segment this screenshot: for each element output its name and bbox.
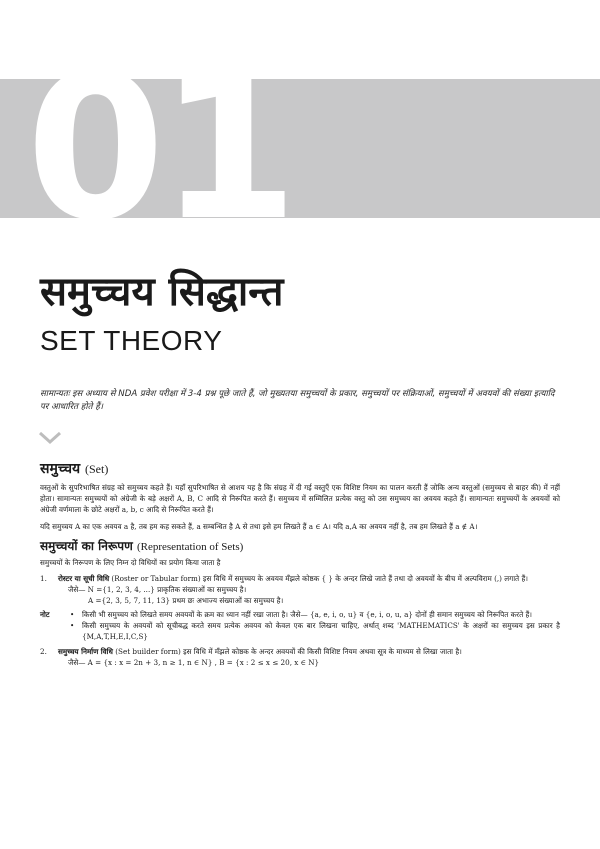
note-text: किसी भी समुच्चय को लिखते समय अवयवों के क्रम का ध्यान नहीं रखा जाता है। जैसे— {a, e, i, o, u} व {e, i, o, u, a} दोनों ही समान समुच्चय को निरूपित करते हैं।: [82, 609, 533, 619]
note-item: [70, 609, 560, 620]
set-membership-paragraph: यदि समुच्चय A का एक अवयव a है, तब हम कह सकते हैं, a सम्बन्धित है A से तथा इसे हम लिखते हैं a ∈ A। यदि a,A का अवयव नहीं है, तब हम लिखते हैं a ∉ A।: [40, 521, 478, 531]
section-heading-hindi: समुच्चय: [40, 461, 81, 477]
list-text: [58, 646, 560, 657]
method-title: रोस्टर या सूची विधि: [58, 574, 110, 584]
method-description: (Roster or Tabular form) इस विधि में समुच्चय के अवयव मँझले कोष्ठक { } के अन्दर लिखे जाते हैं तथा दो अवयवों के बीच में अल्पविराम (,) लगाते हैं।: [109, 574, 528, 584]
chapter-title-english: SET THEORY: [40, 325, 223, 356]
chapter-intro: सामान्यतः इस अध्याय से NDA प्रवेश परीक्षा में 3-4 प्रश्न पूछे जाते हैं, जो मुख्यतया समुच्चयों के प्रकार, समुच्चयों पर संक्रियाओं, समुच्चयों में अवयवों की संख्या इत्यादि पर आधारित होते हैं।: [40, 389, 555, 412]
section-heading-hindi: समुच्चयों का निरूपण: [40, 538, 133, 553]
section-heading-english: (Representation of Sets): [136, 540, 244, 553]
method-title: समुच्चय निर्माण विधि: [58, 647, 113, 657]
bullet: •: [70, 609, 75, 619]
set-definition-paragraph: वस्तुओं के सुपरिभाषित संग्रह को समुच्चय कहते हैं। यहाँ सुपरिभाषित से आशय यह है कि संग्रह में दी गई वस्तुएँ एक विशिष्ट नियम का पालन करती हैं जोकि अन्य वस्तुओं (समुच्चय से बाहर की) में नहीं होता। सामान्यतः समुच्चयों को अंग्रेजी के बड़े अक्षरों A, B, C आदि से निरूपित करते हैं। समुच्चय में सम्मिलित प्रत्येक वस्तु को उस समुच्चय का अवयव कहते हैं। सामान्यतः समुच्चयों के अवयवों को अंग्रेजी वर्णमाला के छोटे अक्षरों a, b, c आदि से निरूपित करते हैं।: [40, 483, 560, 515]
chapter-number: 01: [26, 32, 293, 265]
example-line: A ={2, 3, 5, 7, 11, 13} प्रथम छः अभाज्य संख्याओं का समुच्चय है।: [88, 596, 284, 606]
example-line: जैसे— A = {x : x = 2n + 3, n ≥ 1, n ∈ N} , B = {x : 2 ≤ x ≤ 20, x ∈ N}: [68, 658, 320, 668]
list-item-set-builder: [40, 646, 560, 657]
section-heading-english: (Set): [85, 462, 109, 476]
note-list: [70, 609, 560, 643]
note-label: नोट: [40, 609, 50, 619]
example-line: जैसे— N ={1, 2, 3, 4, ...} प्राकृतिक संख्याओं का समुच्चय है।: [68, 585, 247, 595]
list-number: 1.: [40, 574, 47, 584]
bullet: •: [70, 620, 75, 630]
list-item-roster: [40, 573, 560, 584]
section-heading-set: [40, 460, 560, 478]
method-description: (Set builder form) इस विधि में मँझले कोष्ठक के अन्दर अवयवों की किसी विशिष्ट नियम अथवा सूत्र के माध्यम से लिखा जाता है।: [112, 647, 462, 657]
note-block: [40, 609, 560, 643]
list-number: 2.: [40, 647, 47, 657]
chevron-down-icon: [38, 430, 62, 449]
representation-lead: समुच्चयों के निरूपण के लिए निम्न दो विधियों का प्रयोग किया जाता है: [40, 557, 221, 567]
list-text: [58, 573, 560, 584]
section-heading-representation: [40, 538, 560, 555]
page-body: [40, 460, 560, 669]
note-text: किसी समुच्चय के अवयवों को सूचीबद्ध करते समय प्रत्येक अवयव को केवल एक बार लिखना चाहिए, अर्थात् शब्द 'MATHEMATICS' के अक्षरों का समुच्चय इस प्रकार है {M,A,T,H,E,I,C,S}: [82, 620, 560, 642]
note-item: [70, 620, 560, 642]
chapter-title-hindi: समुच्चय सिद्धान्त: [40, 269, 284, 315]
